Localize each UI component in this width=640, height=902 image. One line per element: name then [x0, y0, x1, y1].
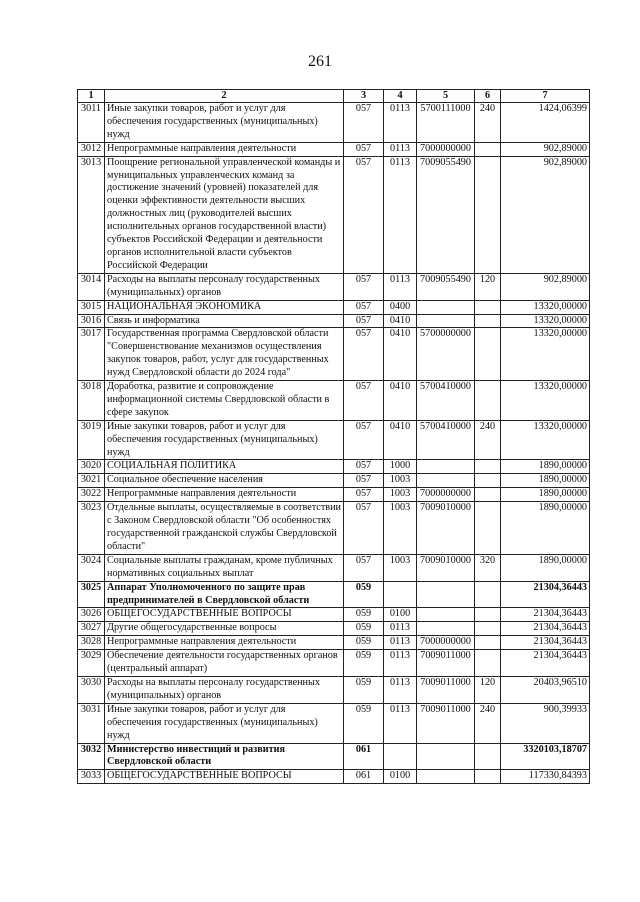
row-target-cell [417, 581, 475, 608]
row-number-cell: 3030 [78, 676, 105, 703]
header-col-3: 3 [344, 90, 384, 103]
row-name-cell: Расходы на выплаты персоналу государственных (муниципальных) органов [105, 273, 344, 300]
row-name-cell: ОБЩЕГОСУДАРСТВЕННЫЕ ВОПРОСЫ [105, 608, 344, 622]
row-section-cell: 0100 [384, 770, 417, 784]
row-code-cell: 059 [344, 581, 384, 608]
row-number-cell: 3028 [78, 636, 105, 650]
row-section-cell: 0113 [384, 703, 417, 743]
row-number-cell: 3011 [78, 103, 105, 143]
row-amount-cell: 117330,84393 [501, 770, 590, 784]
row-type-cell [475, 650, 501, 677]
row-section-cell: 0113 [384, 622, 417, 636]
row-type-cell [475, 622, 501, 636]
table-row [78, 273, 590, 300]
row-type-cell [475, 502, 501, 555]
row-target-cell [417, 314, 475, 328]
row-number-cell: 3033 [78, 770, 105, 784]
row-section-cell: 0410 [384, 420, 417, 460]
row-target-cell: 5700000000 [417, 328, 475, 381]
row-code-cell: 057 [344, 300, 384, 314]
header-col-4: 4 [384, 90, 417, 103]
row-amount-cell: 21304,36443 [501, 608, 590, 622]
row-type-cell [475, 314, 501, 328]
row-type-cell [475, 381, 501, 421]
row-target-cell: 7009011000 [417, 703, 475, 743]
row-target-cell [417, 474, 475, 488]
row-section-cell: 0410 [384, 381, 417, 421]
row-amount-cell: 21304,36443 [501, 581, 590, 608]
row-target-cell [417, 770, 475, 784]
row-amount-cell: 13320,00000 [501, 314, 590, 328]
row-amount-cell: 902,89000 [501, 156, 590, 273]
row-amount-cell: 13320,00000 [501, 300, 590, 314]
row-amount-cell: 1890,00000 [501, 554, 590, 581]
row-amount-cell: 1890,00000 [501, 474, 590, 488]
row-code-cell: 057 [344, 460, 384, 474]
row-target-cell: 7009010000 [417, 554, 475, 581]
page-number: 261 [308, 53, 332, 70]
row-type-cell [475, 581, 501, 608]
row-number-cell: 3025 [78, 581, 105, 608]
row-number-cell: 3017 [78, 328, 105, 381]
row-target-cell: 7009011000 [417, 676, 475, 703]
row-name-cell: Министерство инвестиций и развития Свердловской области [105, 743, 344, 770]
row-number-cell: 3029 [78, 650, 105, 677]
row-type-cell [475, 156, 501, 273]
row-name-cell: Социальное обеспечение населения [105, 474, 344, 488]
row-amount-cell: 902,89000 [501, 273, 590, 300]
row-name-cell: Поощрение региональной управленческой команды и муниципальных управленческих команд за достижение значений (уровней) показателей для оценки эффективности деятельности высших должностных лиц (руководителей высших исполнительных органов государственной власти) субъектов Российской Федерации и деятельности органов исполнительной власти субъектов Российской Федерации [105, 156, 344, 273]
row-number-cell: 3023 [78, 502, 105, 555]
row-type-cell: 320 [475, 554, 501, 581]
row-target-cell: 7009055490 [417, 156, 475, 273]
row-code-cell: 057 [344, 488, 384, 502]
row-target-cell [417, 300, 475, 314]
table-row [78, 581, 590, 608]
row-section-cell: 0113 [384, 156, 417, 273]
table-body [78, 103, 590, 784]
budget-table [77, 89, 590, 784]
row-code-cell: 061 [344, 770, 384, 784]
row-section-cell: 0400 [384, 300, 417, 314]
row-code-cell: 059 [344, 676, 384, 703]
row-name-cell: Обеспечение деятельности государственных органов (центральный аппарат) [105, 650, 344, 677]
row-number-cell: 3018 [78, 381, 105, 421]
row-number-cell: 3019 [78, 420, 105, 460]
row-type-cell [475, 142, 501, 156]
row-name-cell: Расходы на выплаты персоналу государственных (муниципальных) органов [105, 676, 344, 703]
row-code-cell: 057 [344, 314, 384, 328]
row-target-cell: 7009011000 [417, 650, 475, 677]
row-section-cell: 0410 [384, 328, 417, 381]
table-row [78, 676, 590, 703]
row-code-cell: 059 [344, 608, 384, 622]
row-amount-cell: 3320103,18707 [501, 743, 590, 770]
row-name-cell: Социальные выплаты гражданам, кроме публичных нормативных социальных выплат [105, 554, 344, 581]
table-row [78, 608, 590, 622]
row-amount-cell: 902,89000 [501, 142, 590, 156]
row-name-cell: Иные закупки товаров, работ и услуг для обеспечения государственных (муниципальных) нужд [105, 103, 344, 143]
row-name-cell: Аппарат Уполномоченного по защите прав предпринимателей в Свердловской области [105, 581, 344, 608]
header-row [78, 90, 590, 103]
row-number-cell: 3012 [78, 142, 105, 156]
table-row [78, 328, 590, 381]
row-number-cell: 3027 [78, 622, 105, 636]
row-amount-cell: 1890,00000 [501, 502, 590, 555]
table-row [78, 474, 590, 488]
row-target-cell: 7009055490 [417, 273, 475, 300]
row-amount-cell: 20403,96510 [501, 676, 590, 703]
row-code-cell: 061 [344, 743, 384, 770]
table-row [78, 142, 590, 156]
table-row [78, 770, 590, 784]
row-type-cell [475, 608, 501, 622]
row-type-cell [475, 770, 501, 784]
table-row [78, 743, 590, 770]
header-col-5: 5 [417, 90, 475, 103]
row-target-cell [417, 743, 475, 770]
row-name-cell: Другие общегосударственные вопросы [105, 622, 344, 636]
row-type-cell: 120 [475, 676, 501, 703]
row-section-cell: 0113 [384, 676, 417, 703]
row-number-cell: 3014 [78, 273, 105, 300]
row-amount-cell: 21304,36443 [501, 636, 590, 650]
table-row [78, 103, 590, 143]
row-type-cell [475, 743, 501, 770]
row-number-cell: 3024 [78, 554, 105, 581]
row-name-cell: Иные закупки товаров, работ и услуг для обеспечения государственных (муниципальных) нужд [105, 420, 344, 460]
row-type-cell: 240 [475, 420, 501, 460]
table-row [78, 502, 590, 555]
row-type-cell [475, 460, 501, 474]
row-name-cell: Доработка, развитие и сопровождение информационной системы Свердловской области в сфере закупок [105, 381, 344, 421]
row-section-cell [384, 581, 417, 608]
row-section-cell: 0113 [384, 103, 417, 143]
row-section-cell: 1003 [384, 488, 417, 502]
row-type-cell: 240 [475, 103, 501, 143]
table-row [78, 554, 590, 581]
row-type-cell [475, 488, 501, 502]
header-col-7: 7 [501, 90, 590, 103]
table-row [78, 420, 590, 460]
row-type-cell: 240 [475, 703, 501, 743]
row-code-cell: 057 [344, 328, 384, 381]
row-target-cell: 5700410000 [417, 420, 475, 460]
row-type-cell: 120 [475, 273, 501, 300]
row-code-cell: 057 [344, 420, 384, 460]
row-amount-cell: 1424,06399 [501, 103, 590, 143]
row-name-cell: Непрограммные направления деятельности [105, 142, 344, 156]
row-number-cell: 3013 [78, 156, 105, 273]
row-code-cell: 057 [344, 103, 384, 143]
row-type-cell [475, 636, 501, 650]
row-section-cell: 0410 [384, 314, 417, 328]
row-number-cell: 3026 [78, 608, 105, 622]
header-col-1: 1 [78, 90, 105, 103]
row-section-cell [384, 743, 417, 770]
row-amount-cell: 21304,36443 [501, 622, 590, 636]
row-section-cell: 1000 [384, 460, 417, 474]
row-target-cell [417, 622, 475, 636]
row-code-cell: 057 [344, 273, 384, 300]
table-row [78, 650, 590, 677]
row-type-cell [475, 328, 501, 381]
row-section-cell: 0113 [384, 142, 417, 156]
row-target-cell [417, 460, 475, 474]
row-code-cell: 057 [344, 156, 384, 273]
row-code-cell: 059 [344, 703, 384, 743]
row-section-cell: 1003 [384, 474, 417, 488]
row-amount-cell: 900,39933 [501, 703, 590, 743]
row-code-cell: 059 [344, 622, 384, 636]
row-number-cell: 3020 [78, 460, 105, 474]
header-col-2: 2 [105, 90, 344, 103]
row-amount-cell: 1890,00000 [501, 488, 590, 502]
row-amount-cell: 13320,00000 [501, 420, 590, 460]
row-amount-cell: 1890,00000 [501, 460, 590, 474]
row-name-cell: НАЦИОНАЛЬНАЯ ЭКОНОМИКА [105, 300, 344, 314]
row-name-cell: Связь и информатика [105, 314, 344, 328]
row-section-cell: 0113 [384, 636, 417, 650]
row-type-cell [475, 300, 501, 314]
row-code-cell: 057 [344, 474, 384, 488]
row-target-cell: 7000000000 [417, 636, 475, 650]
row-code-cell: 057 [344, 142, 384, 156]
row-number-cell: 3022 [78, 488, 105, 502]
row-code-cell: 057 [344, 381, 384, 421]
row-amount-cell: 13320,00000 [501, 381, 590, 421]
table-row [78, 636, 590, 650]
row-section-cell: 1003 [384, 502, 417, 555]
row-name-cell: Непрограммные направления деятельности [105, 636, 344, 650]
row-target-cell: 5700111000 [417, 103, 475, 143]
row-section-cell: 0113 [384, 650, 417, 677]
row-code-cell: 057 [344, 554, 384, 581]
row-name-cell: СОЦИАЛЬНАЯ ПОЛИТИКА [105, 460, 344, 474]
row-number-cell: 3016 [78, 314, 105, 328]
row-target-cell: 7009010000 [417, 502, 475, 555]
header-col-6: 6 [475, 90, 501, 103]
table-row [78, 703, 590, 743]
row-amount-cell: 21304,36443 [501, 650, 590, 677]
table-row [78, 381, 590, 421]
row-amount-cell: 13320,00000 [501, 328, 590, 381]
row-name-cell: Иные закупки товаров, работ и услуг для обеспечения государственных (муниципальных) нужд [105, 703, 344, 743]
row-code-cell: 059 [344, 650, 384, 677]
row-section-cell: 1003 [384, 554, 417, 581]
row-number-cell: 3032 [78, 743, 105, 770]
row-name-cell: Непрограммные направления деятельности [105, 488, 344, 502]
row-target-cell [417, 608, 475, 622]
table-row [78, 622, 590, 636]
row-code-cell: 059 [344, 636, 384, 650]
row-name-cell: ОБЩЕГОСУДАРСТВЕННЫЕ ВОПРОСЫ [105, 770, 344, 784]
table-row [78, 460, 590, 474]
table-row [78, 314, 590, 328]
row-name-cell: Государственная программа Свердловской области "Совершенствование механизмов осуществления закупок товаров, работ, услуг для государственных нужд Свердловской области до 2024 года" [105, 328, 344, 381]
row-name-cell: Отдельные выплаты, осуществляемые в соответствии с Законом Свердловской области "Об особенностях государственной гражданской службы Свердловской области" [105, 502, 344, 555]
row-target-cell: 5700410000 [417, 381, 475, 421]
table-row [78, 156, 590, 273]
row-section-cell: 0113 [384, 273, 417, 300]
table-row [78, 300, 590, 314]
row-target-cell: 7000000000 [417, 142, 475, 156]
row-section-cell: 0100 [384, 608, 417, 622]
row-code-cell: 057 [344, 502, 384, 555]
row-number-cell: 3015 [78, 300, 105, 314]
row-type-cell [475, 474, 501, 488]
table-row [78, 488, 590, 502]
row-number-cell: 3021 [78, 474, 105, 488]
row-number-cell: 3031 [78, 703, 105, 743]
row-target-cell: 7000000000 [417, 488, 475, 502]
